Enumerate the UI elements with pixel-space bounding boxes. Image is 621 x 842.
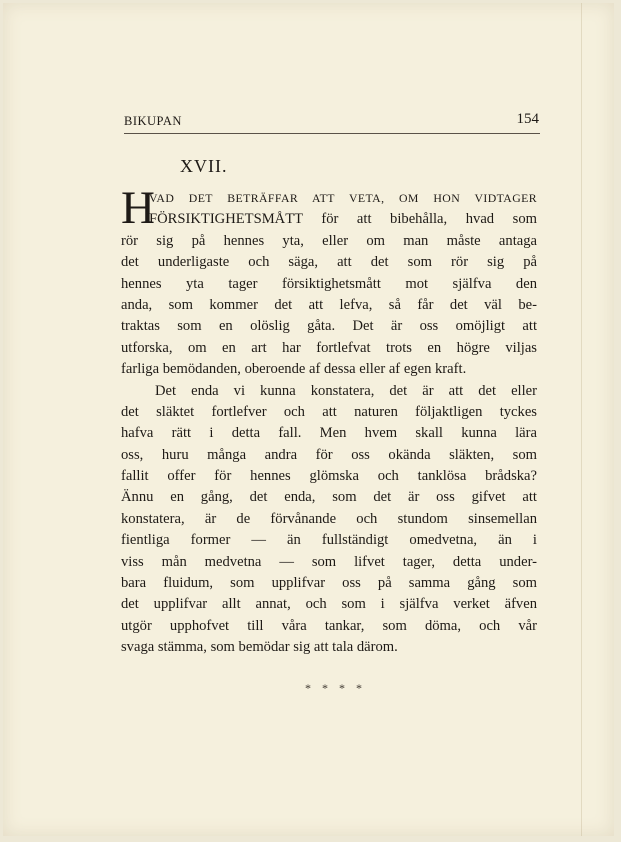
text-line: hafva rätt i detta fall. Men hvem skall kunna lära [121,425,537,442]
text-line: viss mån medvetna — som lifvet tager, detta under- [121,553,537,570]
text-line: hennes yta tager försiktighetsmått mot själfva den [121,275,537,292]
text-line: oss, huru många andra för oss okända släkten, som [121,446,537,463]
body-text [121,182,537,659]
text-line: det släktet fortlefver och att naturen följaktligen tyckes [121,403,537,420]
text-line: bara fluidum, som upplifvar oss på samma gång som [121,575,537,592]
drop-cap: H [121,182,155,234]
section-ornament: * * * * [305,681,366,695]
text-line: svaga stämma, som bemödar sig att tala därom. [121,639,398,656]
text-line: farliga bemödanden, oberoende af dessa eller af egen kraft. [121,361,467,378]
page-header [124,111,540,134]
text-line: konstatera, är de förvånande och stundom sinsemellan [121,510,537,527]
text-line: fallit offer för hennes glömska och tanklösa brådska? [121,468,537,485]
text-line: fientliga former — än fullständigt omedvetna, än i [121,532,537,549]
text-line: utforska, om en art har fortlefvat trots en högre viljas [121,339,537,356]
text-line: det upplifvar allt annat, och som i själfva verket äfven [121,596,537,613]
text-line: utgör upphofvet till våra tankar, som döma, och vår [121,617,537,634]
text-line: VAD DET BETRÄFFAR ATT VETA, OM HON VIDTAGER [149,191,537,205]
page-number: 154 [516,111,539,127]
running-head: BIKUPAN [124,114,182,128]
text-line: det underligaste och säga, att det som rör sig på [121,254,537,271]
text-line: FÖRSIKTIGHETSMÅTT för att bibehålla, hvad som [149,211,537,228]
text-line: Det enda vi kunna konstatera, det är att det eller [155,382,537,399]
text-line: rör sig på hennes yta, eller om man måste antaga [121,232,537,249]
chapter-heading: XVII. [180,156,228,176]
text-line: anda, som kommer det att lefva, så får det väl be- [121,296,537,313]
text-line: traktas som en olöslig gåta. Det är oss omöjligt att [121,318,537,335]
text-line: Ännu en gång, det enda, som det är oss gifvet att [121,489,537,506]
